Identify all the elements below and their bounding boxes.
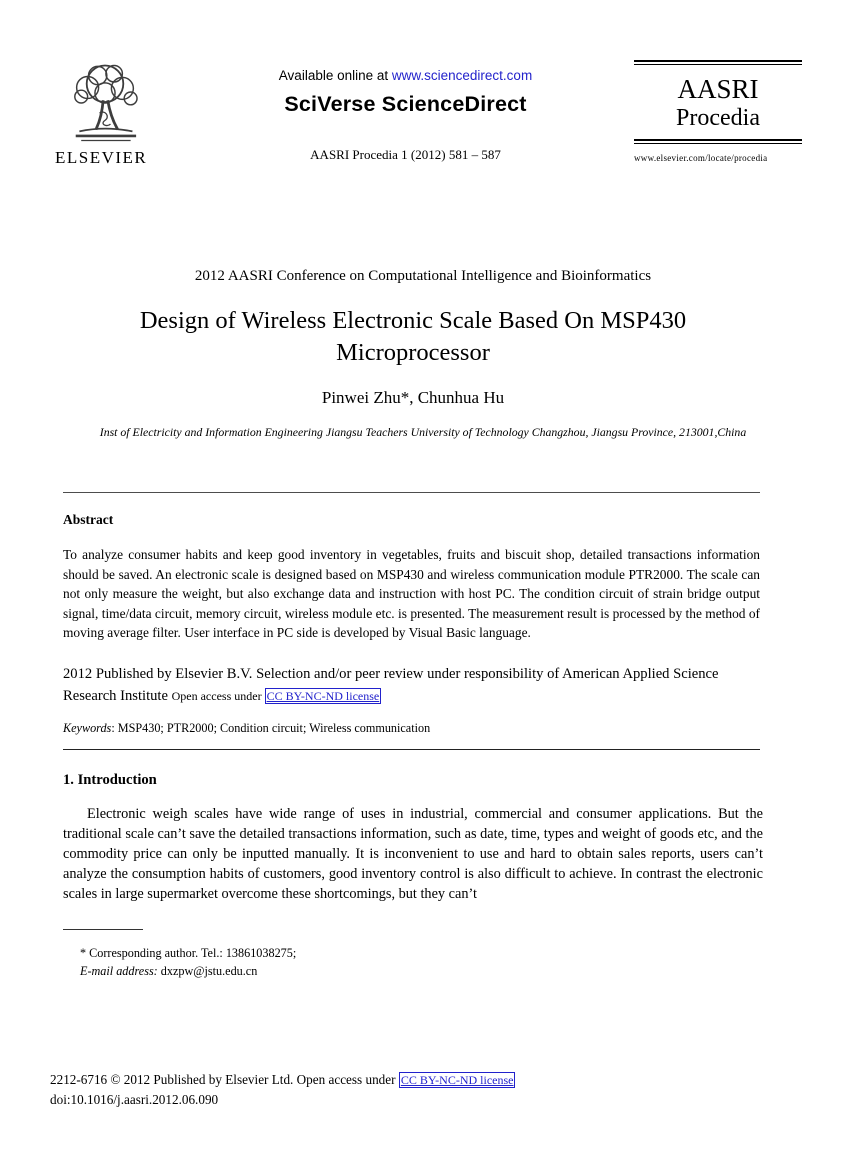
email-label: E-mail address: xyxy=(80,964,158,978)
publisher-note xyxy=(63,663,765,707)
keywords-list: : MSP430; PTR2000; Condition circuit; Wireless communication xyxy=(111,721,431,735)
sciverse-sciencedirect-logo: SciVerse ScienceDirect xyxy=(284,92,527,116)
keywords-line xyxy=(63,721,763,736)
corresponding-author-note: * Corresponding author. Tel.: 13861038275; xyxy=(80,946,297,960)
issn-copyright-line xyxy=(50,1072,515,1088)
journal-name-line2: Procedia xyxy=(676,105,760,131)
keywords-label: Keywords xyxy=(63,721,112,735)
journal-homepage-url[interactable]: www.elsevier.com/locate/procedia xyxy=(634,153,768,163)
publisher-note-text: 2012 Published by Elsevier B.V. Selection and/or peer review under responsibility of American Applied Science Research Institute xyxy=(63,666,719,704)
paper-title-line2: Microprocessor xyxy=(336,339,490,366)
email-address: dxzpw@jstu.edu.cn xyxy=(157,964,258,978)
section-divider-bottom xyxy=(63,749,760,750)
doi-line: doi:10.1016/j.aasri.2012.06.090 xyxy=(50,1092,219,1107)
cc-license-link-footer[interactable]: CC BY-NC-ND license xyxy=(400,1073,514,1087)
journal-name-line1: AASRI xyxy=(677,74,759,104)
elsevier-tree-icon xyxy=(59,60,151,146)
paper-title xyxy=(63,305,763,369)
paper-title-line1: Design of Wireless Electronic Scale Based On MSP430 xyxy=(139,307,687,334)
affiliation: Inst of Electricity and Information Engineering Jiangsu Teachers University of Technology Changzhou, Jiangsu Province, 213001,China xyxy=(99,425,747,439)
sciencedirect-link[interactable]: www.sciencedirect.com xyxy=(391,68,533,83)
email-line xyxy=(80,964,257,979)
conference-title: 2012 AASRI Conference on Computational Intelligence and Bioinformatics xyxy=(194,268,652,284)
cc-license-link[interactable]: CC BY-NC-ND license xyxy=(266,689,380,703)
journal-header xyxy=(55,60,802,168)
introduction-paragraph: Electronic weigh scales have wide range of uses in industrial, commercial and consumer applications. But the traditional scale can’t save the detailed transactions information, such as date, time, types and weight of goods etc, and the commodity price can only be inputted manually. It is inconvenient to use and hard to obtain sales reports, users can’t analyze the consumption habits of customers, good inventory control is also difficult to achieve. In contrast the electronic scales in large supermarket overcome these shortcomings, but they can’t xyxy=(63,806,763,902)
journal-citation: AASRI Procedia 1 (2012) 581 – 587 xyxy=(310,147,501,162)
header-center xyxy=(177,60,634,168)
abstract-body: To analyze consumer habits and keep good inventory in vegetables, fruits and biscuit shop, detailed transactions information should be saved. An electronic scale is designed based on MSP430 and wireless communication module PTR2000. The scale can not only measure the weight, but also exchange data and instruction with host PC. The condition circuit of strain bridge output signal, time/data circuit, memory circuit, wireless module etc. is presented. The measurement result is processed by the method of moving average filter. User interface in PC side is developed by Visual Basic language. xyxy=(63,547,760,641)
journal-name-box xyxy=(634,60,802,168)
issn-copyright-text: 2212-6716 © 2012 Published by Elsevier Ltd. Open access under xyxy=(50,1072,399,1087)
journal-name xyxy=(634,65,802,139)
available-online-text: Available online at xyxy=(278,68,392,83)
authors: Pinwei Zhu*, Chunhua Hu xyxy=(321,388,505,407)
open-access-text: Open access under xyxy=(171,689,265,703)
abstract-heading: Abstract xyxy=(63,512,114,527)
double-rule-bottom xyxy=(634,139,802,144)
introduction-heading: 1. Introduction xyxy=(63,772,157,788)
section-divider-top xyxy=(63,492,760,493)
elsevier-wordmark: ELSEVIER xyxy=(55,148,148,167)
elsevier-logo xyxy=(55,60,177,168)
footnote-rule xyxy=(63,929,143,930)
available-online-line xyxy=(177,68,634,83)
